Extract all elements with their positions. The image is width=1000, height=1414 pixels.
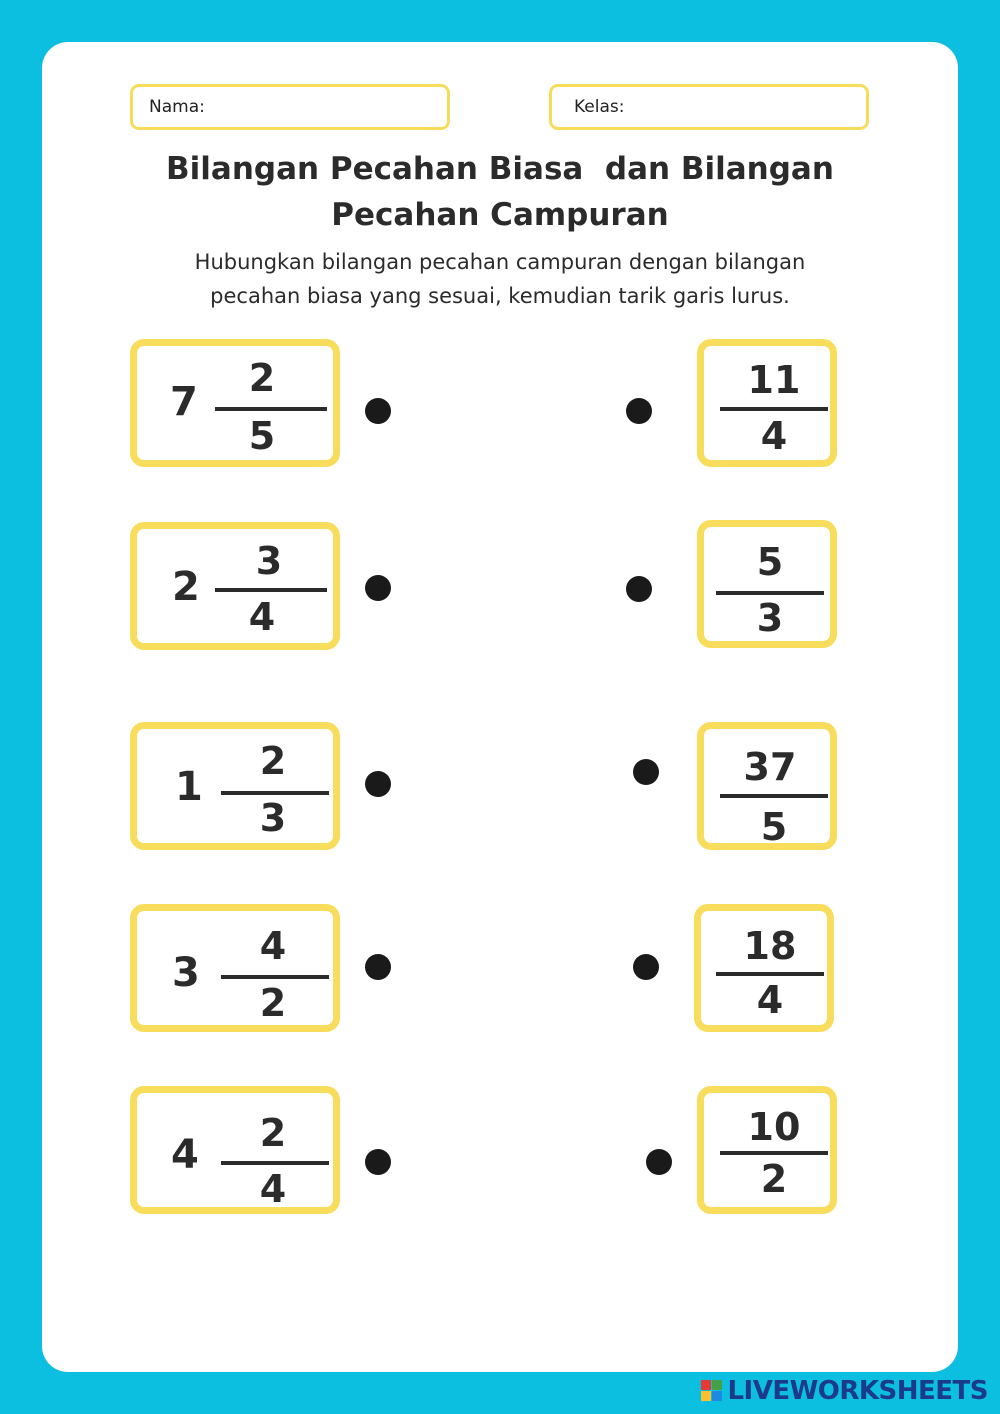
numerator: 18: [743, 924, 797, 968]
right-match-dot[interactable]: [646, 1149, 672, 1175]
class-field[interactable]: [549, 84, 869, 130]
fraction-bar: [716, 591, 824, 595]
title-line-2: Pecahan Campuran: [331, 197, 669, 233]
improper-fraction-card: [697, 339, 837, 467]
numerator: 10: [747, 1105, 801, 1149]
whole-number: 1: [175, 764, 203, 810]
fraction-bar: [716, 972, 824, 976]
numerator: 11: [747, 358, 801, 402]
improper-fraction-card: [697, 520, 837, 648]
brand-name: LIVEWORKSHEETS: [727, 1376, 988, 1406]
mixed-fraction-card: [130, 1086, 340, 1214]
class-label: Kelas:: [574, 97, 625, 117]
denominator: 4: [248, 595, 276, 639]
right-match-dot[interactable]: [633, 954, 659, 980]
numerator: 2: [259, 1111, 287, 1155]
right-match-dot[interactable]: [626, 576, 652, 602]
mixed-fraction-card: [130, 339, 340, 467]
whole-number: 2: [172, 564, 200, 610]
fraction-bar: [221, 791, 329, 795]
left-match-dot[interactable]: [365, 575, 391, 601]
right-match-dot[interactable]: [633, 759, 659, 785]
fraction-bar: [720, 794, 828, 798]
name-label: Nama:: [149, 97, 205, 117]
fraction-bar: [221, 975, 329, 979]
left-match-dot[interactable]: [365, 1149, 391, 1175]
denominator: 3: [259, 796, 287, 840]
whole-number: 7: [170, 379, 198, 425]
denominator: 4: [760, 414, 788, 458]
fraction-bar: [221, 1161, 329, 1165]
fraction-bar: [720, 407, 828, 411]
denominator: 2: [760, 1157, 788, 1201]
improper-fraction-card: [697, 1086, 837, 1214]
liveworksheets-logo: [701, 1374, 988, 1408]
mixed-fraction-card: [130, 722, 340, 850]
numerator: 3: [255, 539, 283, 583]
denominator: 2: [259, 981, 287, 1025]
denominator: 5: [760, 805, 788, 849]
improper-fraction-card: [697, 722, 837, 850]
left-match-dot[interactable]: [365, 771, 391, 797]
worksheet-title: [100, 146, 900, 238]
numerator: 4: [259, 924, 287, 968]
denominator: 3: [756, 596, 784, 640]
numerator: 5: [756, 540, 784, 584]
denominator: 4: [756, 978, 784, 1022]
instructions: [100, 245, 900, 313]
numerator: 2: [248, 356, 276, 400]
name-field[interactable]: [130, 84, 450, 130]
fraction-bar: [215, 588, 327, 592]
instruction-line-1: Hubungkan bilangan pecahan campuran dengan bilangan: [194, 250, 806, 274]
mixed-fraction-card: [130, 522, 340, 650]
whole-number: 3: [172, 950, 200, 996]
fraction-bar: [720, 1151, 828, 1155]
mixed-fraction-card: [130, 904, 340, 1032]
whole-number: 4: [171, 1132, 199, 1178]
title-line-1: Bilangan Pecahan Biasa dan Bilangan: [166, 151, 834, 187]
right-match-dot[interactable]: [626, 398, 652, 424]
instruction-line-2: pecahan biasa yang sesuai, kemudian tarik garis lurus.: [210, 284, 790, 308]
left-match-dot[interactable]: [365, 954, 391, 980]
fraction-bar: [215, 407, 327, 411]
left-match-dot[interactable]: [365, 398, 391, 424]
denominator: 5: [248, 414, 276, 458]
numerator: 37: [743, 745, 797, 789]
liveworksheets-icon: [701, 1380, 723, 1402]
denominator: 4: [259, 1167, 287, 1211]
numerator: 2: [259, 739, 287, 783]
improper-fraction-card: [694, 904, 834, 1032]
